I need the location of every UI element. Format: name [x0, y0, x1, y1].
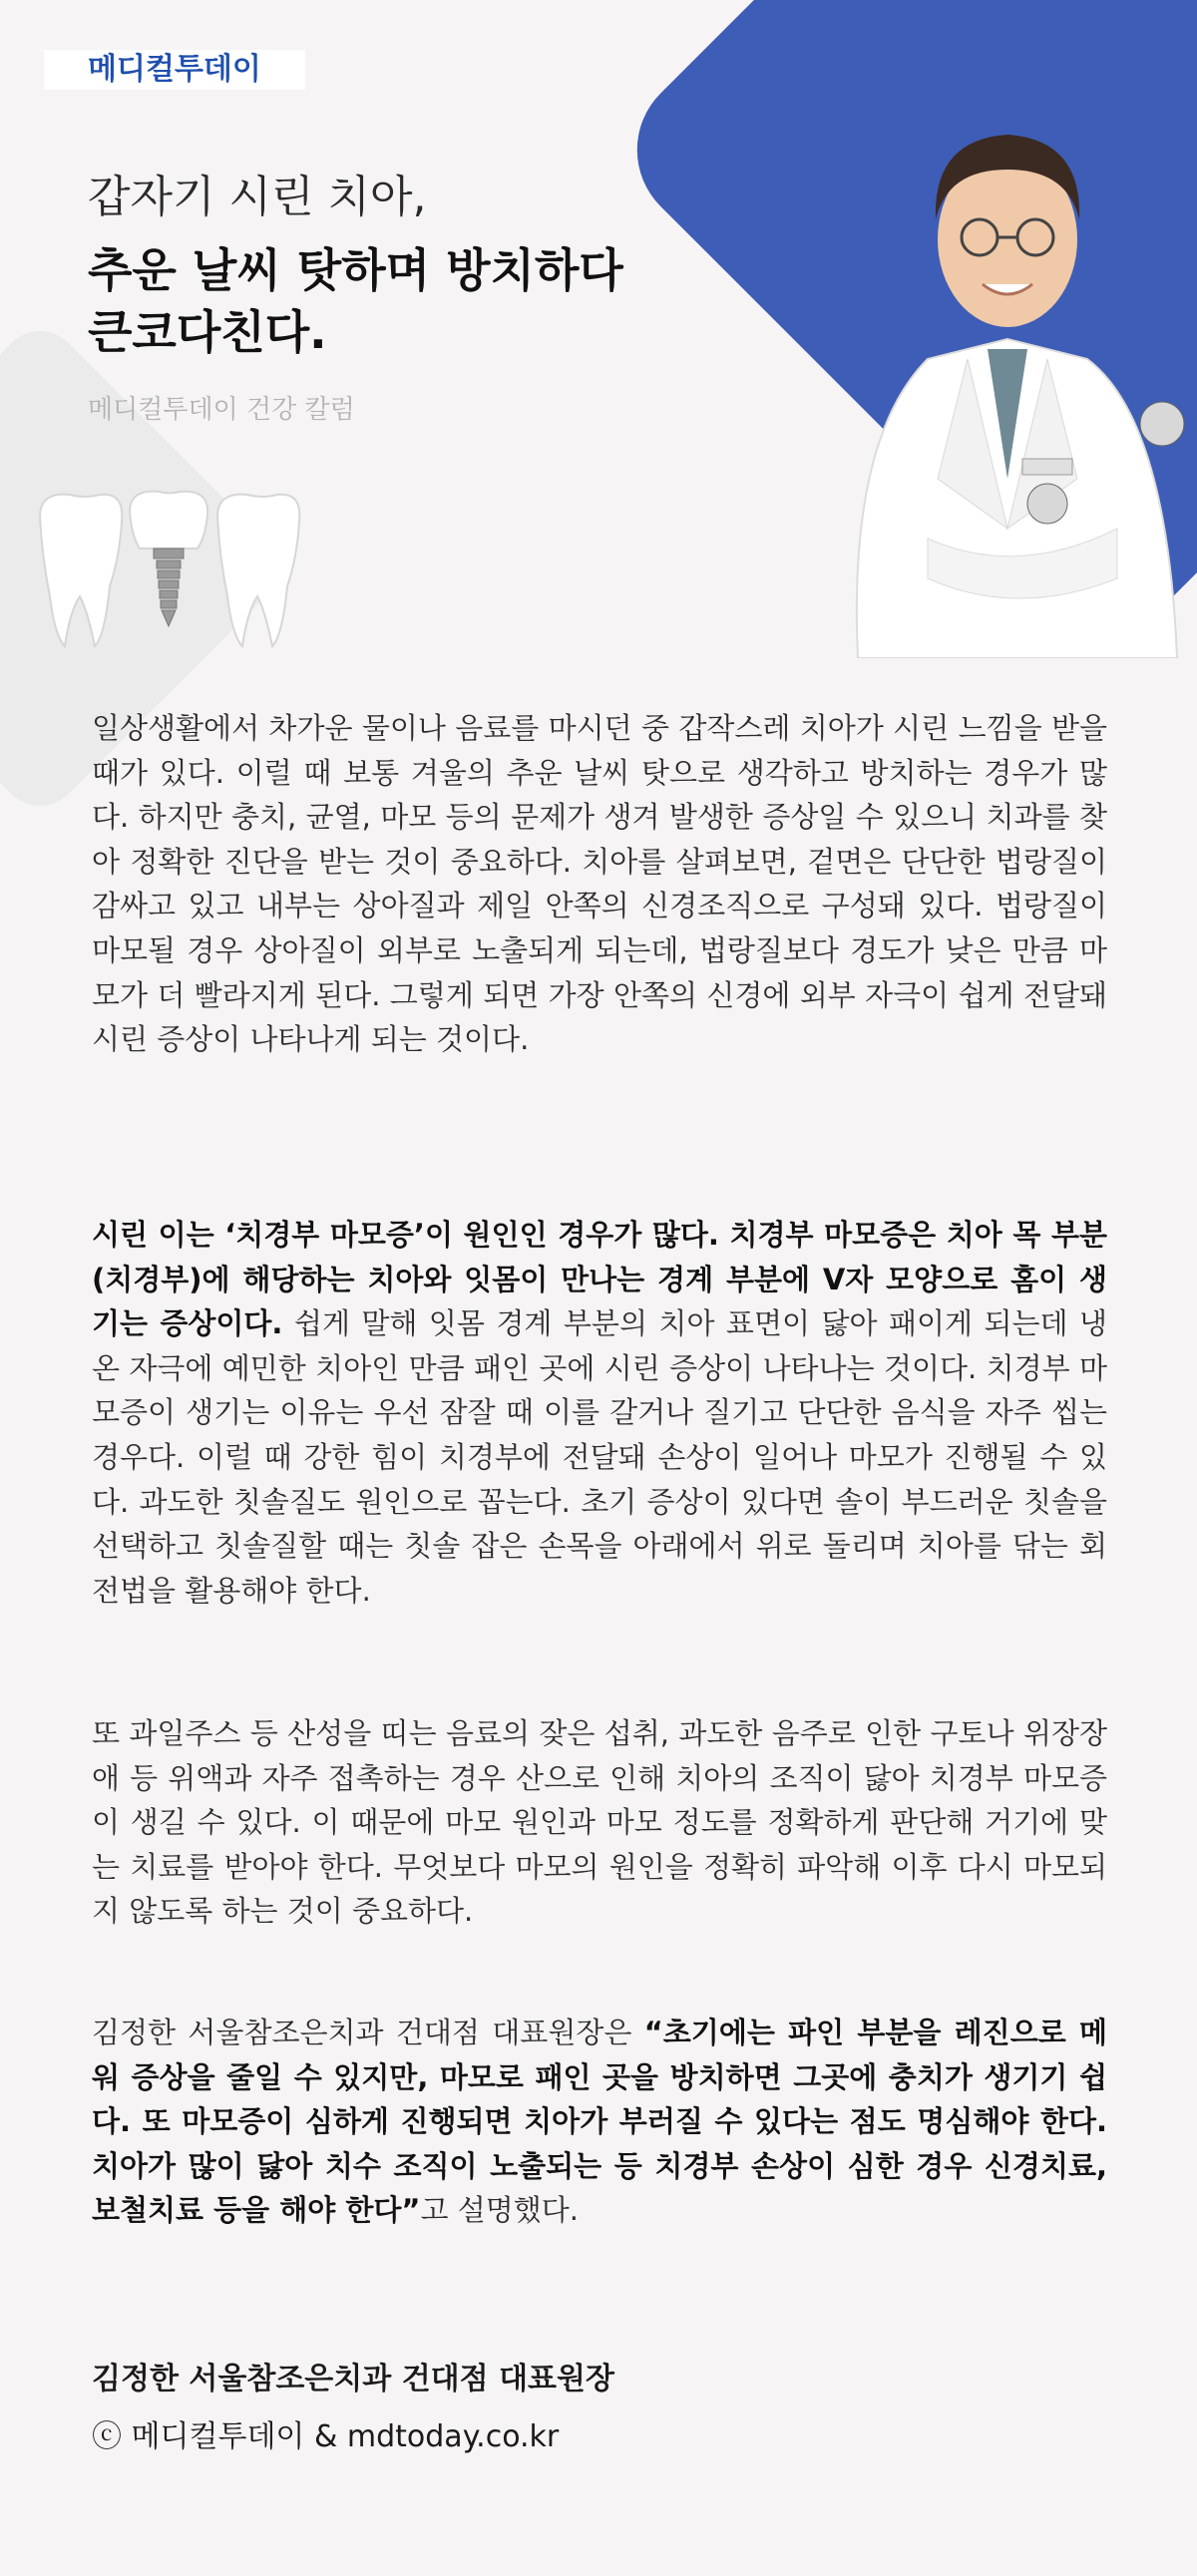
- site-logo[interactable]: 메디컬투데이: [44, 50, 305, 90]
- article-paragraph-3: 또 과일주스 등 산성을 띠는 음료의 잦은 섭취, 과도한 음주로 인한 구토나 위장장애 등 위액과 자주 접촉하는 경우 산으로 인해 치아의 조직이 닳아 치경부 마모증이 생길 수 있다. 이 때문에 마모 원인과 마모 정도를 정확하게 판단해 거기에 맞는 치료를 받아야 한다. 무엇보다 마모의 원인을 정확히 파악해 이후 다시 마모되지 않도록 하는 것이 중요하다.: [92, 1716, 1107, 1929]
- column-subtitle: 메디컬투데이 건강 칼럼: [88, 395, 355, 425]
- article-paragraph-1: 일상생활에서 차가운 물이나 음료를 마시던 중 갑작스레 치아가 시린 느낌을 받을 때가 있다. 이럴 때 보통 겨울의 추운 날씨 탓으로 생각하고 방치하는 경우가 많다. 하지만 충치, 균열, 마모 등의 문제가 생겨 발생한 증상일 수 있으니 치과를 찾아 정확한 진단을 받는 것이 중요하다. 치아를 살펴보면, 겉면은 단단한 법랑질이 감싸고 있고 내부는 상아질과 제일 안쪽의 신경조직으로 구성돼 있다. 법랑질이 마모될 경우 상아질이 외부로 노출되게 되는데, 법랑질보다 경도가 낮은 만큼 마모가 더 빨라지게 된다. 그렇게 되면 가장 안쪽의 신경에 외부 자극이 쉽게 전달돼 시린 증상이 나타나게 되는 것이다.: [92, 711, 1107, 1057]
- teeth-implant-illustration: [30, 487, 309, 656]
- headline-line-1: 갑자기 시린 치아,: [88, 172, 427, 222]
- paragraph-4-intro: 김정한 서울참조은치과 건대점 대표원장은: [92, 2016, 644, 2049]
- author-credit: 김정한 서울참조은치과 건대점 대표원장: [92, 2362, 614, 2396]
- paragraph-4-outro: 고 설명했다.: [420, 2193, 580, 2228]
- paragraph-2-text: 쉽게 말해 잇몸 경계 부분의 치아 표면이 닳아 패이게 되는데 냉온 자극에 예민한 치아인 만큼 패인 곳에 시린 증상이 나타나는 것이다. 치경부 마모증이 생기는 이유는 우선 잠잘 때 이를 갈거나 질기고 단단한 음식을 자주 씹는 경우다. 이럴 때 강한 힘이 치경부에 전달돼 손상이 일어나 마모가 진행될 수 있다. 과도한 칫솔질도 원인으로 꼽는다. 초기 증상이 있다면 솔이 부드러운 칫솔을 선택하고 칫솔질할 때는 칫솔 잡은 손목을 아래에서 위로 돌리며 치아를 닦는 회전법을 활용해야 한다.: [92, 1306, 1107, 1608]
- article-paragraph-4: [92, 2011, 1107, 2233]
- article-paragraph-2: [92, 1213, 1107, 1613]
- paragraph-2-bold-lead: 시린 이는 ‘치경부 마모증’이 원인인 경우가 많다. 치경부 마모증은 치아 목 부분(치경부)에 해당하는 치아와 잇몸이 만나는 경계 부분에 V자 모양으로 홈이 생기는 증상이다.: [92, 1218, 1107, 1341]
- doctor-photo: [818, 60, 1197, 658]
- paragraph-4-quote: “초기에는 파인 부분을 레진으로 메워 증상을 줄일 수 있지만, 마모로 패인 곳을 방치하면 그곳에 충치가 생기기 쉽다. 또 마모증이 심하게 진행되면 치아가 부러질 수 있다는 점도 명심해야 한다. 치아가 많이 닳아 치수 조직이 노출되는 등 치경부 손상이 심한 경우 신경치료, 보철치료 등을 해야 한다”: [92, 2016, 1107, 2228]
- headline: [88, 170, 706, 363]
- article-footer: [92, 2354, 614, 2455]
- copyright-line: ⓒ 메디컬투데이 & mdtoday.co.kr: [92, 2419, 560, 2454]
- headline-line-2: 추운 날씨 탓하며 방치하다: [88, 243, 623, 297]
- headline-line-3: 큰코다친다.: [88, 305, 327, 359]
